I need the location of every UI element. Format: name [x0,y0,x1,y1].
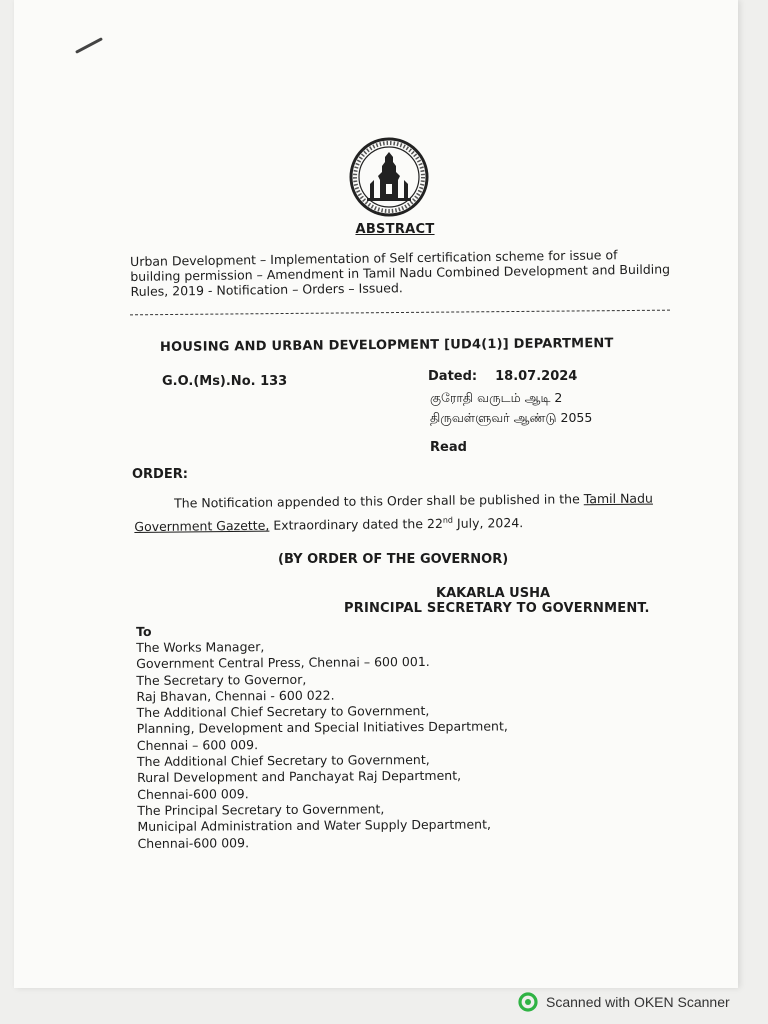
department-heading: HOUSING AND URBAN DEVELOPMENT [UD4(1)] DEPARTMENT [159,336,614,355]
recipient-line: The Additional Chief Secretary to Government, [136,752,430,770]
oken-scanner-logo-icon [518,992,538,1012]
go-number: G.O.(Ms).No. 133 [162,374,288,389]
order-heading: ORDER: [132,467,188,482]
dated-label: Dated: [428,369,478,384]
recipient-line: Raj Bhavan, Chennai - 600 022. [136,687,335,704]
to-label: To [136,623,152,639]
tamil-date-line-1: குரோதி வருடம் ஆடி 2 [430,390,563,405]
signer-name: KAKARLA USHA [436,586,551,601]
recipient-line: Municipal Administration and Water Supply Department, [137,816,491,835]
recipient-line: Chennai-600 009. [137,785,249,802]
recipient-line: The Secretary to Governor, [136,671,307,688]
recipients-block [136,620,698,852]
order-text-1: The Notification appended to this Order shall be published in the [174,491,584,511]
dated-line [428,369,577,384]
pen-mark [75,37,103,54]
recipient-line: The Works Manager, [136,639,265,655]
read-label: Read [430,440,467,455]
recipient-line: Rural Development and Panchayat Raj Department, [137,768,462,786]
order-sup: nd [442,515,454,525]
recipient-line: Government Central Press, Chennai – 600 001. [136,654,430,672]
tamil-nadu-emblem-icon [348,136,430,218]
order-text-2: Extraordinary dated the 22 [269,515,443,533]
document-page [14,0,738,988]
by-order-line: (BY ORDER OF THE GOVERNOR) [278,552,509,567]
signer-title: PRINCIPAL SECRETARY TO GOVERNMENT. [344,601,650,616]
recipient-line: Chennai – 600 009. [136,736,259,753]
dashed-divider [130,310,670,316]
subject-text: Urban Development – Implementation of Self certification scheme for issue of building permission – Amendment in Tamil Nadu Combined Development and Building Rules, 2019 - Notification – Orders – Issued. [130,247,671,299]
recipient-line: The Principal Secretary to Government, [137,801,385,818]
scanner-watermark [518,992,730,1012]
order-text-3: July, 2024. [452,515,524,531]
abstract-title: ABSTRACT [355,222,435,237]
order-paragraph [134,488,674,537]
recipient-line: Chennai-600 009. [137,834,250,851]
recipient-line: Planning, Development and Special Initiatives Department, [136,718,508,737]
tamil-date-line-2: திருவள்ளுவர் ஆண்டு 2055 [430,410,593,425]
scanner-text: Scanned with OKEN Scanner [546,994,730,1010]
dated-value: 18.07.2024 [495,369,578,384]
gazette-reference: Tamil Nadu Government Gazette, [134,490,653,535]
recipient-line: The Additional Chief Secretary to Government, [136,703,430,721]
